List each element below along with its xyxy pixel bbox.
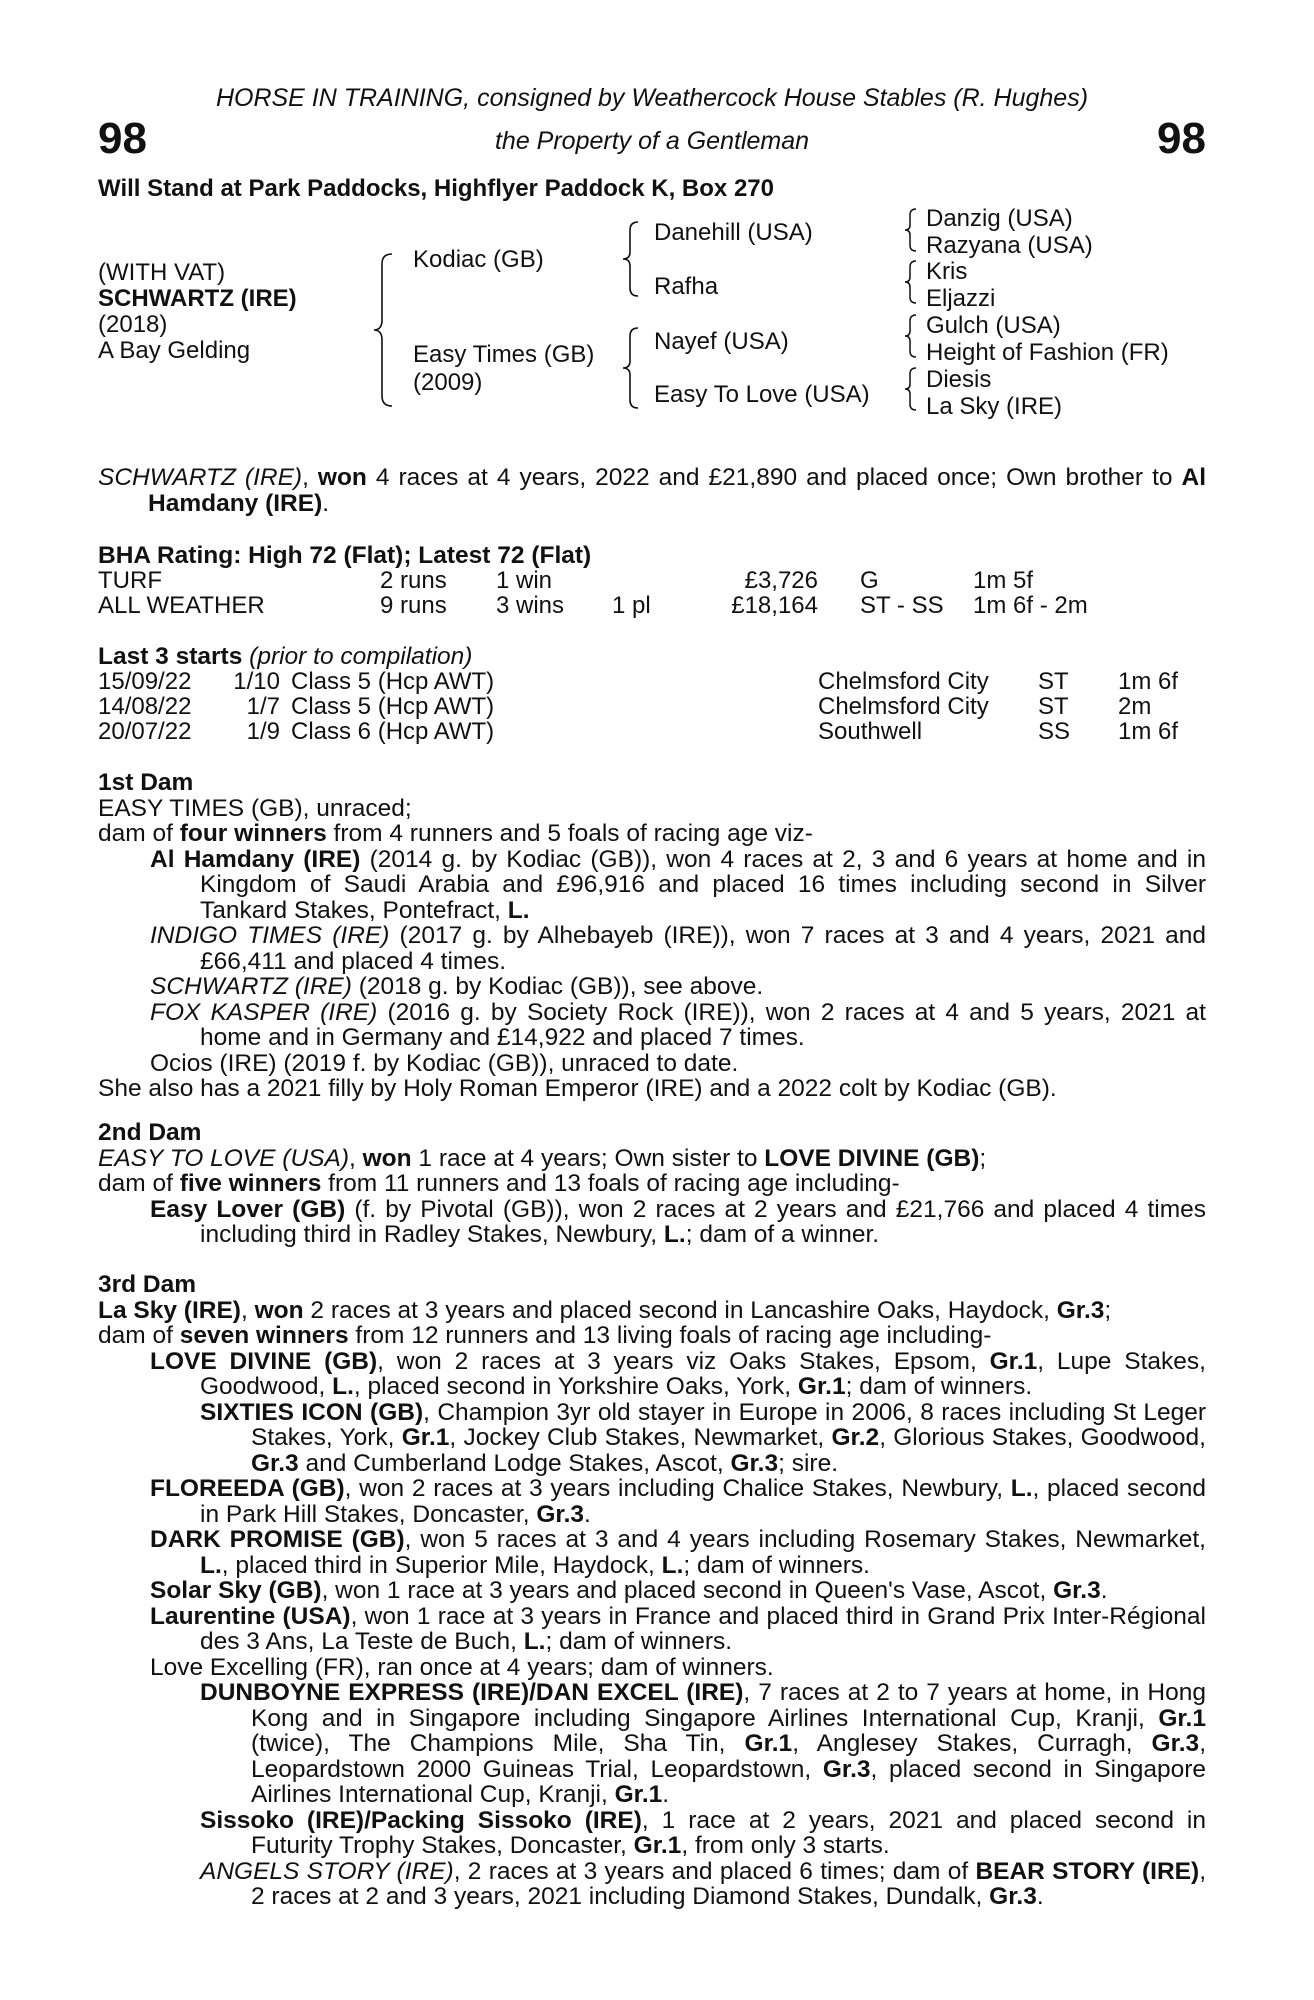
last-starts-heading: Last 3 starts (prior to compilation) bbox=[98, 643, 473, 670]
first-dam-heading: 1st Dam bbox=[98, 769, 194, 796]
produce-entry: Laurentine (USA), won 1 race at 3 years in France and placed third in Grand Prix Inter-Régional des 3 Ans, La Teste de Buch, L.; dam of winners. bbox=[150, 1602, 1206, 1655]
catalogue-page: HORSE IN TRAINING, consigned by Weathercock House Stables (R. Hughes) 98 the Property of a Gentleman 98 Will Stand at Park Paddocks, Highflyer Paddock K, Box 270 (WITH VAT) SCHWARTZ (IRE) (2018) A Bay Gelding Kodiac (GB) Easy Times (GB) (2009) Danehill (USA) Rafha Nayef (USA) Easy To Love (USA) Danzig (USA) Razyana (USA) Kris Eljazzi Gulch (USA) Height of Fashion (FR) Diesis La Sky (IRE) SCHWARTZ (IRE), won 4 races at 4 years, 2022 and £21,890 and placed once; Own brother to Al Hamdany (IRE). BHA Rating: High 72 (Flat); Latest 72 (Flat) TURF 2 runs 1 win £3,726 G 1m 5f ALL WEATHER 9 runs 3 wins 1 pl £18,164 ST - SS 1m 6f - 2m Last 3 starts (prior to compilation) 15/09/22 1/10 Class 5 (Hcp AWT) Chelmsford City ST 1m 6f 14/08/22 1/7 Class 5 (Hcp AWT) Chelmsford City ST 2m 20/07/22 1/9 Class 6 (Hcp AWT) Southwell SS 1m 6f 1st Dam EASY TIMES (GB), unraced; dam of four winners from 4 runners and 5 foals of racing age viz- Al Hamdany (IRE) (2014 g. by Kodiac (GB)), won 4 races at 2, 3 and 6 years at home and in Kingdom of Saudi Arabia and £96,916 and placed 16 times including second in Silver Tankard Stakes, Pontefract, L. INDIGO TIMES (IRE) (2017 g. by Alhebayeb (IRE)), won 7 races at 3 and 4 years, 2021 and £66,411 and placed 4 times. SCHWARTZ (IRE) (2018 g. by Kodiac (GB)), see above. FOX KASPER (IRE) (2016 g. by Society Rock (IRE)), won 2 races at 4 and 5 years, 2021 at home and in Germany and £14,922 and placed 7 times. Ocios (IRE) (2019 f. by Kodiac (GB)), unraced to date. She also has a 2021 filly by Holy Roman Emperor (IRE) and a 2022 colt by Kodiac (GB). 2nd Dam EASY TO LOVE (USA), won 1 race at 4 years; Own sister to LOVE DIVINE (GB); dam of five winners from 11 runners and 13 foals of racing age including- Easy Lover (GB) (f. by Pivotal (GB)), won 2 races at 2 years and £21,766 and placed 4 times including third in Radley Stakes, Newbury, L.; dam of a winner. 3rd Dam La Sky (IRE), won 2 races at 3 years and placed second in Lancashire Oaks, Haydock, Gr.3; dam of seven winners from 12 runners and 13 living foals of racing age including- LOVE DIVINE (GB), won 2 races at 3 years viz Oaks Stakes, Epsom, Gr.1, Lupe Stakes, Goodwood, L., placed second in Yorkshire Oaks, York, Gr.1; dam of winners. SIXTIES ICON (GB), Champion 3yr old stayer in Europe in 2006, 8 races including St Leger Stakes, York, Gr.1, Jockey Club Stakes, Newmarket, Gr.2, Glorious Stakes, Goodwood, Gr.3 and Cumberland Lodge Stakes, Ascot, Gr.3; sire. FLOREEDA (GB), won 2 races at 3 years including Chalice Stakes, Newbury, L., placed second in Park Hill Stakes, Doncaster, Gr.3. DARK PROMISE (GB), won 5 races at 3 and 4 years including Rosemary Stakes, Newmarket, L., placed third in Superior Mile, Haydock, L.; dam of winners. Solar Sky (GB), won 1 race at 3 years and placed second in Queen's Vase, Ascot, Gr.3. Laurentine (USA), won 1 race at 3 years in France and placed third in Grand Prix Inter-Régional des 3 Ans, La Teste de Buch, L.; dam of winners. Love Excelling (FR), ran once at 4 years; dam of winners. DUNBOYNE EXPRESS (IRE)/DAN EXCEL (IRE), 7 races at 2 to 7 years at home, in Hong Kong and in Singapore including Singapore Airlines International Cup, Kranji, Gr.1 (twice), The Champions Mile, Sha Tin, Gr.1, Anglesey Stakes, Curragh, Gr.3, Leopardstown 2000 Guineas Trial, Leopardstown, Gr.3, placed second in Singapore Airlines International Cup, Kranji, Gr.1. Sissoko (IRE)/Packing Sissoko (IRE), 1 race at 2 years, 2021 and placed second in Futurity Trophy Stakes, Doncaster, Gr.1, from only 3 starts. ANGELS STORY (IRE), 2 races at 3 years and placed 6 times; dam of BEAR STORY (IRE), 2 races at 2 and 3 years, 2021 including Diamond Stakes, Dundalk, Gr.3. bbox=[98, 84, 1207, 1910]
sire-dam: Rafha bbox=[654, 273, 719, 300]
produce-entry: DARK PROMISE (GB), won 5 races at 3 and 4 years including Rosemary Stakes, Newmarket, L., placed third in Superior Mile, Haydock, L.; dam of winners. bbox=[150, 1526, 1206, 1579]
horse-description: A Bay Gelding bbox=[98, 337, 251, 364]
grandsire-1: Danzig (USA) bbox=[926, 205, 1073, 232]
granddam-3: Height of Fashion (FR) bbox=[926, 339, 1169, 366]
lot-number-left: 98 bbox=[98, 114, 147, 163]
produce-entry: Al Hamdany (IRE) (2014 g. by Kodiac (GB)), won 4 races at 2, 3 and 6 years at home and in Kingdom of Saudi Arabia and £96,916 and placed 16 times including second in Silver Tankard Stakes, Pontefract, L. bbox=[150, 845, 1206, 924]
produce-entry: Easy Lover (GB) (f. by Pivotal (GB)), won 2 races at 2 years and £21,766 and placed 4 times including third in Radley Stakes, Newbury, L.; dam of a winner. bbox=[150, 1195, 1206, 1248]
granddam-4: La Sky (IRE) bbox=[926, 393, 1063, 420]
produce-entry: Solar Sky (GB), won 1 race at 3 years and placed second in Queen's Vase, Ascot, Gr.3. bbox=[150, 1577, 1108, 1604]
pedigree-brace-g2 bbox=[901, 258, 921, 306]
dam-dam: Easy To Love (USA) bbox=[654, 381, 870, 408]
grandsire-4: Diesis bbox=[926, 366, 992, 393]
third-dam-section: 3rd Dam La Sky (IRE), won 2 races at 3 years and placed second in Lancashire Oaks, Haydock, Gr.3; dam of seven winners from 12 runners and 13 living foals of racing age including- LOVE DIVINE (GB), won 2 races at 3 years viz Oaks Stakes, Epsom, Gr.1, Lupe Stakes, Goodwood, L., placed second in Yorkshire Oaks, York, Gr.1; dam of winners. SIXTIES ICON (GB), Champion 3yr old stayer in Europe in 2006, 8 races including St Leger Stakes, York, Gr.1, Jockey Club Stakes, Newmarket, Gr.2, Glorious Stakes, Goodwood, Gr.3 and Cumberland Lodge Stakes, Ascot, Gr.3; sire. FLOREEDA (GB), won 2 races at 3 years including Chalice Stakes, Newbury, L., placed second in Park Hill Stakes, Doncaster, Gr.3. DARK PROMISE (GB), won 5 races at 3 and 4 years including Rosemary Stakes, Newmarket, L., placed third in Superior Mile, Haydock, L.; dam of winners. Solar Sky (GB), won 1 race at 3 years and placed second in Queen's Vase, Ascot, Gr.3. Laurentine (USA), won 1 race at 3 years in France and placed third in Grand Prix Inter-Régional des 3 Ans, La Teste de Buch, L.; dam of winners. Love Excelling (FR), ran once at 4 years; dam of winners. DUNBOYNE EXPRESS (IRE)/DAN EXCEL (IRE), 7 races at 2 to 7 years at home, in Hong Kong and in Singapore including Singapore Airlines International Cup, Kranji, Gr.1 (twice), The Champions Mile, Sha Tin, Gr.1, Anglesey Stakes, Curragh, Gr.3, Leopardstown 2000 Guineas Trial, Leopardstown, Gr.3, placed second in Singapore Airlines International Cup, Kranji, Gr.1. Sissoko (IRE)/Packing Sissoko (IRE), 1 race at 2 years, 2021 and placed second in Futurity Trophy Stakes, Doncaster, Gr.1, from only 3 starts. ANGELS STORY (IRE), 2 races at 3 years and placed 6 times; dam of BEAR STORY (IRE), 2 races at 2 and 3 years, 2021 including Diamond Stakes, Dundalk, Gr.3. bbox=[98, 1271, 1207, 1910]
dam-sire: Nayef (USA) bbox=[654, 328, 789, 355]
property-line: the Property of a Gentleman bbox=[494, 127, 810, 155]
produce-entry: FOX KASPER (IRE) (2016 g. by Society Rock (IRE)), won 2 races at 4 and 5 years, 2021 at home and in Germany and £14,922 and placed 7 times. bbox=[150, 998, 1206, 1051]
produce-entry: Love Excelling (FR), ran once at 4 years; dam of winners. bbox=[150, 1653, 774, 1681]
produce-entry: Sissoko (IRE)/Packing Sissoko (IRE), 1 race at 2 years, 2021 and placed second in Futurity Trophy Stakes, Doncaster, Gr.1, from only 3 starts. bbox=[200, 1806, 1206, 1859]
vat-note: (WITH VAT) bbox=[98, 259, 226, 286]
produce-entry: FLOREEDA (GB), won 2 races at 3 years including Chalice Stakes, Newbury, L., placed second in Park Hill Stakes, Doncaster, Gr.3. bbox=[150, 1475, 1206, 1528]
race-summary: SCHWARTZ (IRE), won 4 races at 4 years, 2022 and £21,890 and placed once; Own brother to Al Hamdany (IRE). bbox=[98, 464, 1206, 517]
sire-sire: Danehill (USA) bbox=[654, 219, 813, 246]
dam: Easy Times (GB) bbox=[413, 341, 595, 368]
grandsire-3: Gulch (USA) bbox=[926, 312, 1061, 339]
pedigree-brace-g4 bbox=[901, 365, 921, 413]
produce-entry: SIXTIES ICON (GB), Champion 3yr old stayer in Europe in 2006, 8 races including St Leger Stakes, York, Gr.1, Jockey Club Stakes, Newmarket, Gr.2, Glorious Stakes, Goodwood, Gr.3 and Cumberland Lodge Stakes, Ascot, Gr.3; sire. bbox=[200, 1398, 1206, 1477]
produce-entry: LOVE DIVINE (GB), won 2 races at 3 years viz Oaks Stakes, Epsom, Gr.1, Lupe Stakes, Goodwood, L., placed second in Yorkshire Oaks, York, Gr.1; dam of winners. bbox=[150, 1347, 1206, 1400]
summary-brother: Al Hamdany (IRE) bbox=[148, 464, 1206, 517]
dam-year: (2009) bbox=[413, 369, 483, 396]
produce-entry: ANGELS STORY (IRE), 2 races at 3 years and placed 6 times; dam of BEAR STORY (IRE), 2 races at 2 and 3 years, 2021 including Diamond Stakes, Dundalk, Gr.3. bbox=[200, 1857, 1206, 1910]
produce-note: She also has a 2021 filly by Holy Roman Emperor (IRE) and a 2022 colt by Kodiac (GB). bbox=[98, 1075, 1057, 1102]
produce-entry: Ocios (IRE) (2019 f. by Kodiac (GB)), unraced to date. bbox=[150, 1049, 739, 1077]
produce-entry: DUNBOYNE EXPRESS (IRE)/DAN EXCEL (IRE), 7 races at 2 to 7 years at home, in Hong Kong and in Singapore including Singapore Airlines International Cup, Kranji, Gr.1 (twice), The Champions Mile, Sha Tin, Gr.1, Anglesey Stakes, Curragh, Gr.3, Leopardstown 2000 Guineas Trial, Leopardstown, Gr.3, placed second in Singapore Airlines International Cup, Kranji, Gr.1. bbox=[200, 1679, 1207, 1808]
granddam-2: Eljazzi bbox=[926, 285, 996, 312]
second-dam-heading: 2nd Dam bbox=[98, 1119, 202, 1146]
horse-year: (2018) bbox=[98, 311, 168, 338]
second-dam-section: 2nd Dam EASY TO LOVE (USA), won 1 race at 4 years; Own sister to LOVE DIVINE (GB); dam of five winners from 11 runners and 13 foals of racing age including- Easy Lover (GB) (f. by Pivotal (GB)), won 2 races at 2 years and £21,766 and placed 4 times including third in Radley Stakes, Newbury, L.; dam of a winner. bbox=[98, 1119, 1206, 1248]
summary-horse-name: SCHWARTZ (IRE) bbox=[98, 464, 303, 491]
pedigree-brace-main bbox=[368, 248, 398, 413]
produce-entry: INDIGO TIMES (IRE) (2017 g. by Alhebayeb (IRE)), won 7 races at 3 and 4 years, 2021 and £66,411 and placed 4 times. bbox=[150, 922, 1207, 975]
lot-number-right: 98 bbox=[1157, 114, 1206, 163]
sire: Kodiac (GB) bbox=[413, 246, 544, 273]
pedigree-brace-g1 bbox=[901, 206, 921, 254]
produce-entry: SCHWARTZ (IRE) (2018 g. by Kodiac (GB)), see above. bbox=[150, 973, 764, 1000]
pedigree-brace-sire bbox=[618, 218, 644, 300]
bha-rating-heading: BHA Rating: High 72 (Flat); Latest 72 (Flat) bbox=[98, 542, 592, 569]
third-dam-heading: 3rd Dam bbox=[98, 1271, 197, 1298]
stand-location: Will Stand at Park Paddocks, Highflyer Paddock K, Box 270 bbox=[98, 175, 774, 202]
granddam-1: Razyana (USA) bbox=[926, 232, 1093, 259]
grandsire-2: Kris bbox=[926, 258, 968, 285]
pedigree-brace-g3 bbox=[901, 312, 921, 360]
first-dam-section: 1st Dam EASY TIMES (GB), unraced; dam of four winners from 4 runners and 5 foals of racing age viz- Al Hamdany (IRE) (2014 g. by Kodiac (GB)), won 4 races at 2, 3 and 6 years at home and in Kingdom of Saudi Arabia and £96,916 and placed 16 times including second in Silver Tankard Stakes, Pontefract, L. INDIGO TIMES (IRE) (2017 g. by Alhebayeb (IRE)), won 7 races at 3 and 4 years, 2021 and £66,411 and placed 4 times. SCHWARTZ (IRE) (2018 g. by Kodiac (GB)), see above. FOX KASPER (IRE) (2016 g. by Society Rock (IRE)), won 2 races at 4 and 5 years, 2021 at home and in Germany and £14,922 and placed 7 times. Ocios (IRE) (2019 f. by Kodiac (GB)), unraced to date. She also has a 2021 filly by Holy Roman Emperor (IRE) and a 2022 colt by Kodiac (GB). bbox=[98, 769, 1207, 1102]
consignor-line: HORSE IN TRAINING, consigned by Weathercock House Stables (R. Hughes) bbox=[215, 84, 1089, 112]
horse-name: SCHWARTZ (IRE) bbox=[98, 285, 297, 312]
pedigree-brace-dam bbox=[618, 324, 644, 412]
